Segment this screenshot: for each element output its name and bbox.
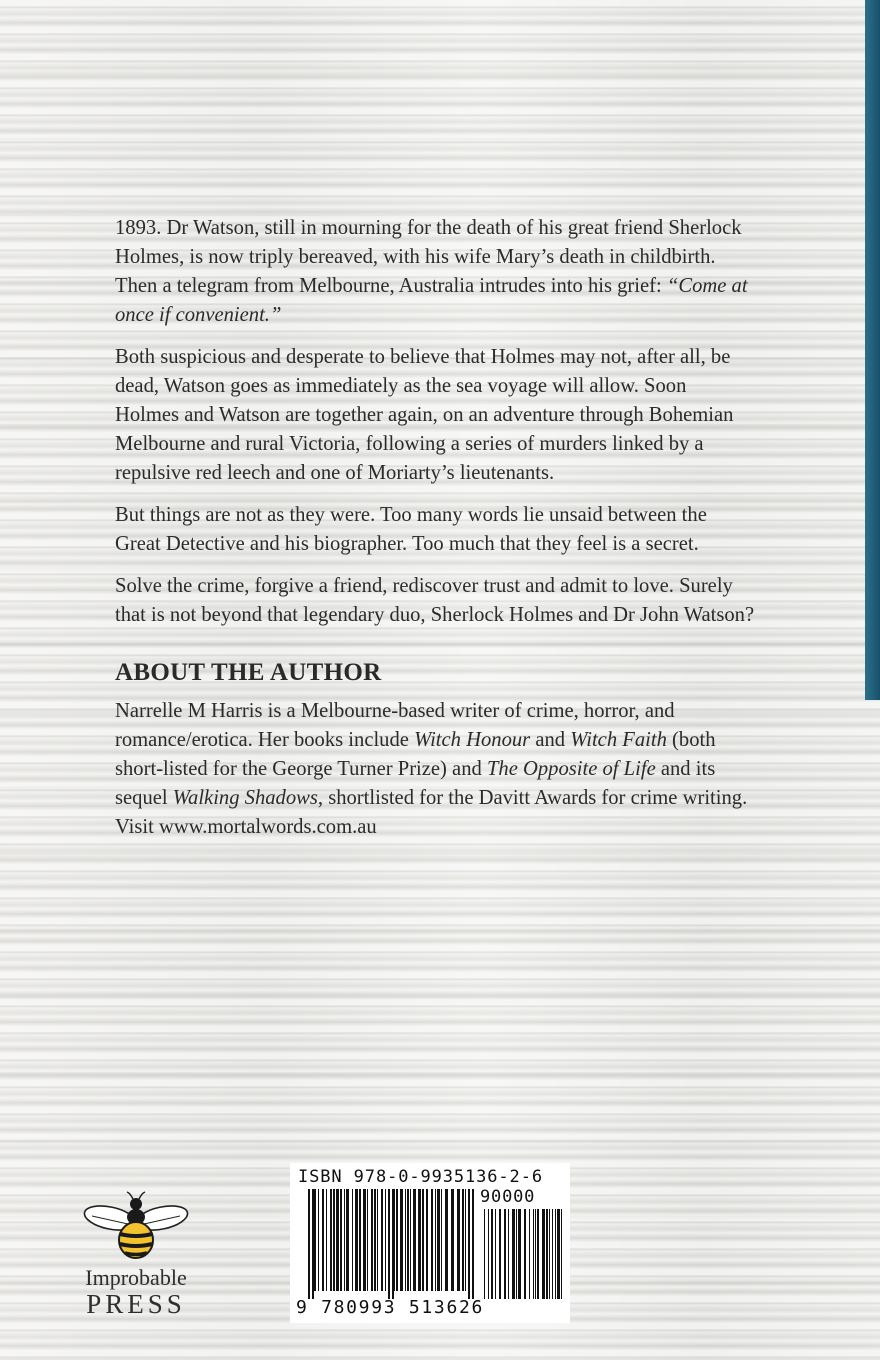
barcode-bar (346, 1189, 349, 1291)
barcode-bar (418, 1189, 421, 1291)
barcode-bar (549, 1209, 550, 1299)
barcode-bar (344, 1189, 345, 1291)
barcode-bar (396, 1189, 398, 1291)
back-cover-text (115, 214, 755, 855)
barcode-bar (407, 1189, 409, 1291)
barcode-bar (451, 1189, 454, 1291)
barcode-bar (457, 1189, 460, 1291)
barcode-bar (524, 1209, 526, 1299)
spine-edge (865, 0, 880, 700)
isbn-label: ISBN 978-0-9935136-2-6 (298, 1167, 543, 1187)
barcode-addon-number: 90000 (480, 1187, 536, 1207)
barcode-bar (516, 1209, 517, 1299)
barcode-bar (363, 1189, 366, 1291)
author-bio: Narrelle M Harris is a Melbourne-based writer of crime, horror, and romance/erotica. Her books include Witch Honour and Witch Faith (both short-listed for the George Turner Prize) and The Opposite of Life and its sequel Walking Shadows, shortlisted for the Davitt Awards for crime writing. Visit www.mortalwords.com.au (115, 700, 748, 838)
barcode-bar (495, 1209, 496, 1299)
book-title: Walking Shadows (172, 787, 318, 809)
barcode-bar (529, 1209, 530, 1299)
barcode-bar (552, 1209, 553, 1299)
barcode-bar (512, 1209, 515, 1299)
barcode-bar (400, 1189, 403, 1291)
barcode-bar (410, 1189, 411, 1291)
barcode-bar (504, 1209, 506, 1299)
barcode-bar (499, 1209, 501, 1299)
barcode-bar (537, 1209, 539, 1299)
barcode-bar (413, 1189, 416, 1291)
barcode-bar (340, 1189, 342, 1291)
barcode-bar (445, 1189, 448, 1291)
barcode-bar (374, 1189, 376, 1291)
barcode-bar (484, 1209, 485, 1299)
barcode-bar (336, 1189, 339, 1291)
blurb-text: 1893. Dr Watson, still in mourning for the death of his great friend Sherlock Holmes, is now triply bereaved, with his wife Mary’s death in childbirth. Then a telegram from Melbourne, Australia intrudes into his grief: (115, 217, 742, 297)
barcode-bar (426, 1189, 428, 1291)
barcode-guard-bar (388, 1189, 390, 1299)
bee-icon (76, 1190, 196, 1262)
barcode-bar (546, 1209, 548, 1299)
barcode-bar (352, 1189, 353, 1291)
barcode-bar (508, 1209, 509, 1299)
barcode-bar (385, 1189, 386, 1291)
barcode-bar (333, 1189, 335, 1291)
barcode-bar (405, 1189, 406, 1291)
barcode-bar (355, 1189, 358, 1291)
blurb-paragraph-1 (115, 214, 755, 330)
barcode-guard-bar (472, 1189, 474, 1299)
book-title: The Opposite of Life (486, 758, 656, 780)
blurb-paragraph-4: Solve the crime, forgive a friend, rediscover trust and admit to love. Surely that is not beyond that legendary duo, Sherlock Holmes and Dr John Watson? (115, 575, 755, 626)
book-title: Witch Faith (570, 729, 667, 751)
barcode-bar (422, 1189, 424, 1291)
barcode-guard-bar (468, 1189, 470, 1299)
barcode-bar (533, 1209, 534, 1299)
barcode-bar (437, 1189, 440, 1291)
barcode-bar (326, 1189, 327, 1291)
barcode-bar (318, 1189, 319, 1291)
barcode-bar (555, 1209, 556, 1299)
barcode-bar (367, 1189, 368, 1291)
barcode-bar (377, 1189, 378, 1291)
barcode-guard-bar (308, 1189, 310, 1299)
barcode-bar (465, 1189, 466, 1291)
barcode-guard-bar (312, 1189, 314, 1299)
ean-digits: 9 780993 513626 (296, 1297, 485, 1318)
book-title: Witch Honour (414, 729, 531, 751)
barcode-bar (542, 1209, 545, 1299)
publisher-name: Improbable (85, 1265, 187, 1290)
barcode-bar (535, 1209, 536, 1299)
isbn-barcode (290, 1163, 570, 1323)
barcode-bar (322, 1189, 324, 1291)
barcode-bar (431, 1189, 433, 1291)
barcode-bar (441, 1189, 442, 1291)
telegram-quote: “Come at once if convenient.” (115, 275, 748, 326)
barcode-bar (381, 1189, 383, 1291)
barcode-bar (314, 1189, 316, 1291)
barcode-bar (462, 1189, 464, 1291)
barcode-bar (491, 1209, 493, 1299)
blurb-paragraph-3: But things are not as they were. Too many words lie unsaid between the Great Detective and his biographer. Too much that they feel is a secret. (115, 504, 707, 555)
barcode-bar (557, 1209, 560, 1299)
barcode-bar (371, 1189, 373, 1291)
blurb-paragraph-2: Both suspicious and desperate to believe that Holmes may not, after all, be dead, Watson goes as immediately as the sea voyage will allow. Soon Holmes and Watson are together again, on an adventure through Bohemian Melbourne and rural Victoria, following a series of murders linked by a repulsive red leech and one of Moriarty’s lieutenants. (115, 346, 734, 484)
barcode-bar (561, 1209, 562, 1299)
about-author-heading: ABOUT THE AUTHOR (115, 659, 382, 686)
barcode-bar (518, 1209, 521, 1299)
barcode-bar (330, 1189, 332, 1291)
publisher-press: PRESS (86, 1289, 186, 1319)
barcode-bar (435, 1189, 436, 1291)
barcode-guard-bar (392, 1189, 394, 1299)
barcode-bar (488, 1209, 489, 1299)
barcode-bar (359, 1189, 361, 1291)
publisher-logo (66, 1190, 206, 1318)
